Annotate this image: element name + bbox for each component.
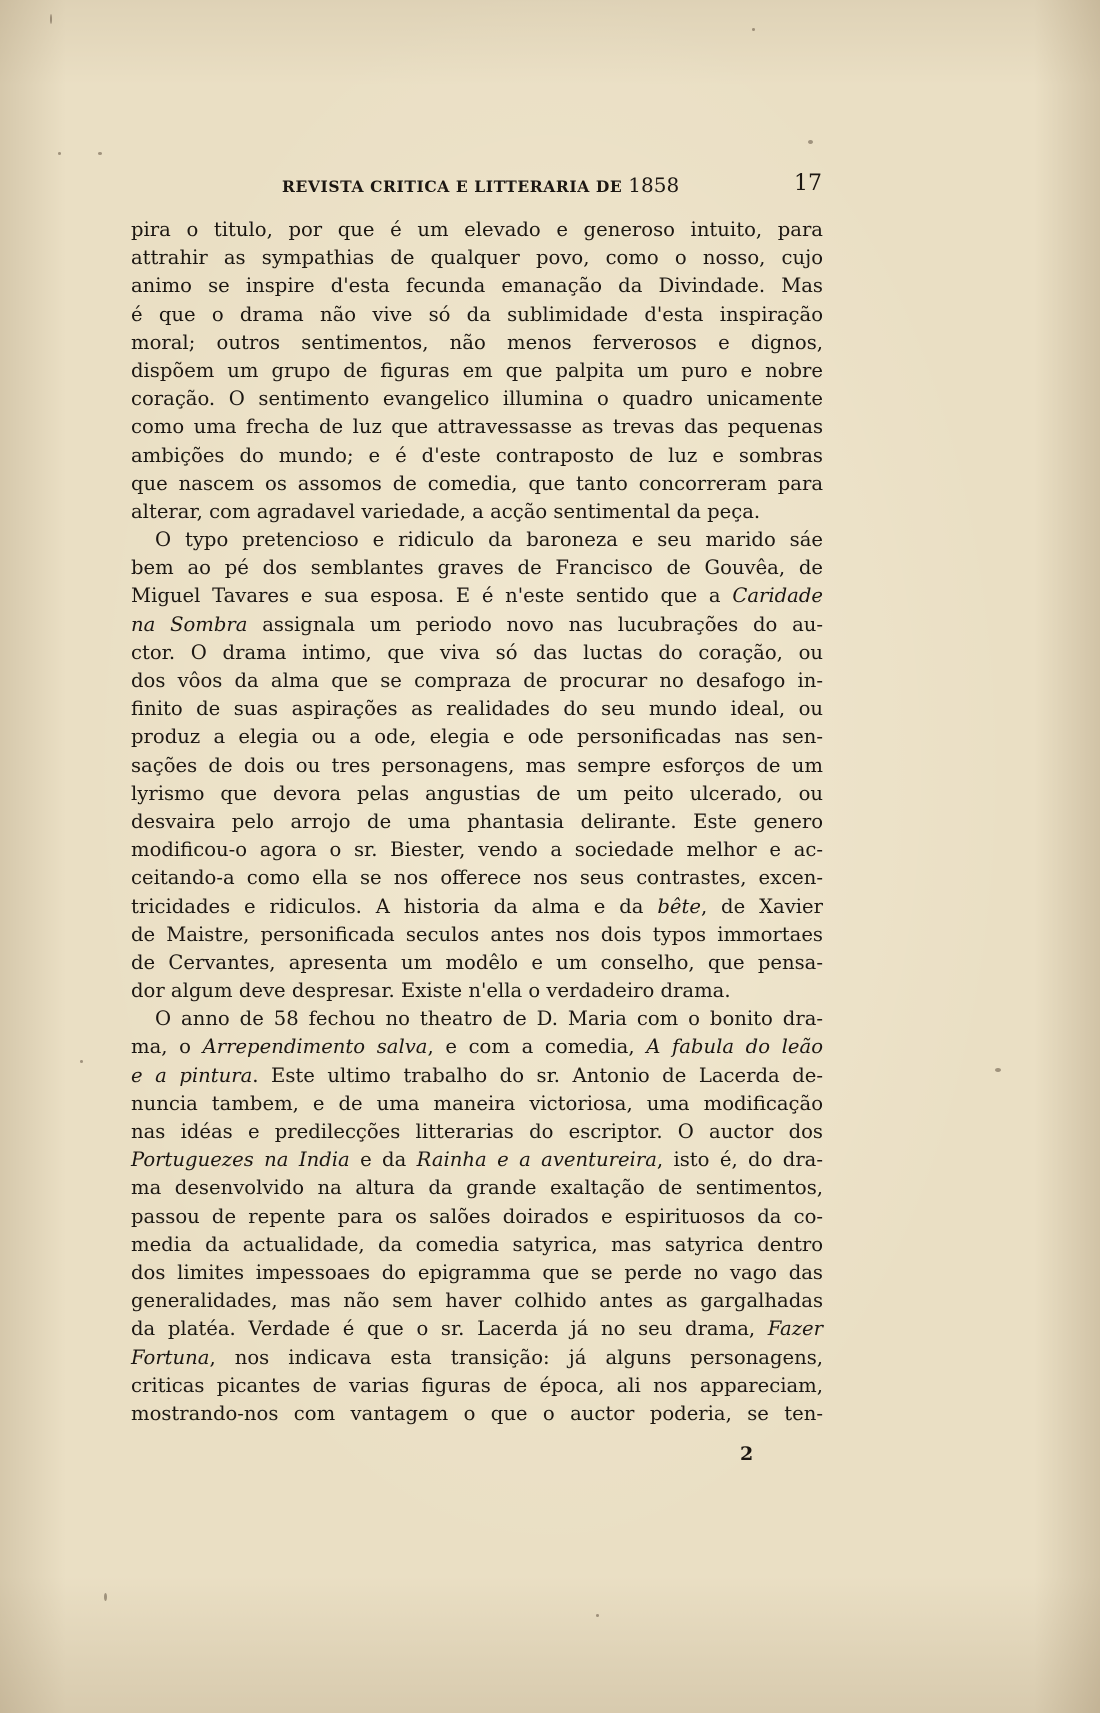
text-line xyxy=(131,1203,823,1231)
line-text: ambições do mundo; e é d'este contraposto de luz e sombras xyxy=(131,443,823,467)
line-text: ma desenvolvido na altura da grande exaltação de sentimentos, xyxy=(131,1176,823,1200)
running-header xyxy=(282,173,822,203)
text-line xyxy=(131,1174,823,1202)
text-line xyxy=(131,244,823,272)
text-line xyxy=(131,1259,823,1287)
line-text: moral; outros sentimentos, não menos ferverosos e dignos, xyxy=(131,330,823,354)
text-line xyxy=(131,498,823,526)
text-line xyxy=(131,723,823,751)
body-text xyxy=(131,216,823,1428)
text-line xyxy=(131,329,823,357)
line-text: O anno de 58 fechou no theatro de D. Maria com o bonito dra- xyxy=(155,1007,823,1031)
text-line xyxy=(131,1146,823,1174)
line-text: produz a elegia ou a ode, elegia e ode personificadas nas sen- xyxy=(131,725,823,749)
line-text: é que o drama não vive só da sublimidade d'esta inspiração xyxy=(131,302,823,326)
text-line xyxy=(131,695,823,723)
text-line xyxy=(131,780,823,808)
italic-phrase: Rainha e a aventureira xyxy=(416,1148,657,1172)
text-line xyxy=(131,1231,823,1259)
line-text: que nascem os assomos de comedia, que tanto concorreram para xyxy=(131,471,823,495)
line-text: ma, o xyxy=(131,1035,203,1059)
text-line xyxy=(131,272,823,300)
text-line xyxy=(131,949,823,977)
line-text: , isto é, do dra- xyxy=(656,1148,823,1172)
text-line xyxy=(131,1287,823,1315)
text-line xyxy=(131,1118,823,1146)
italic-phrase: na Sombra xyxy=(131,612,248,636)
line-text: tricidades e ridiculos. A historia da alma e da xyxy=(131,894,658,918)
line-text: ctor. O drama intimo, que viva só das luctas do coração, ou xyxy=(131,640,823,664)
text-line xyxy=(131,301,823,329)
running-title-year: 1858 xyxy=(628,173,680,197)
line-text: . Este ultimo trabalho do sr. Antonio de Lacerda de- xyxy=(252,1063,823,1087)
italic-phrase: Fortuna xyxy=(131,1345,210,1369)
line-text: assignala um periodo novo nas lucubrações do au- xyxy=(247,612,823,636)
line-text: , de Xavier xyxy=(700,894,823,918)
text-line xyxy=(131,1062,823,1090)
signature-mark: 2 xyxy=(740,1443,754,1465)
italic-phrase: Portuguezes na India xyxy=(131,1148,350,1172)
text-line xyxy=(131,921,823,949)
line-text: alterar, com agradavel variedade, a acção sentimental da peça. xyxy=(131,499,761,523)
text-line xyxy=(131,442,823,470)
line-text: animo se inspire d'esta fecunda emanação da Divindade. Mas xyxy=(131,274,823,298)
text-line xyxy=(131,977,823,1005)
italic-phrase: Arrependimento salva xyxy=(202,1035,428,1059)
line-text: e da xyxy=(349,1148,417,1172)
text-line xyxy=(131,357,823,385)
text-line xyxy=(131,639,823,667)
text-line xyxy=(131,1033,823,1061)
text-line xyxy=(131,752,823,780)
text-line xyxy=(131,385,823,413)
text-line xyxy=(131,893,823,921)
line-text: nas idéas e predilecções litterarias do escriptor. O auctor dos xyxy=(131,1120,823,1143)
line-text: generalidades, mas não sem haver colhido antes as gargalhadas xyxy=(131,1289,823,1313)
line-text: , e com a comedia, xyxy=(427,1035,647,1059)
line-text: passou de repente para os salões doirados e espirituosos da co- xyxy=(131,1204,823,1228)
line-text: sações de dois ou tres personagens, mas sempre esforços de um xyxy=(131,753,823,777)
line-text: bem ao pé dos semblantes graves de Francisco de Gouvêa, de xyxy=(131,556,823,580)
text-line xyxy=(131,667,823,695)
line-text: de Maistre, personificada seculos antes nos dois typos immortaes xyxy=(131,922,823,946)
italic-phrase: bête xyxy=(657,894,701,918)
text-line xyxy=(131,1400,823,1428)
text-line xyxy=(131,1372,823,1400)
line-text: de Cervantes, apresenta um modêlo e um conselho, que pensa- xyxy=(131,950,823,974)
text-line xyxy=(131,216,823,244)
line-text: dor algum deve despresar. Existe n'ella o verdadeiro drama. xyxy=(131,979,731,1003)
text-line xyxy=(131,526,823,554)
text-line xyxy=(131,836,823,864)
line-text: nuncia tambem, e de uma maneira victoriosa, uma modificação xyxy=(131,1091,823,1115)
italic-phrase: e a pintura xyxy=(131,1063,253,1087)
line-text: media da actualidade, da comedia satyrica, mas satyrica dentro xyxy=(131,1232,823,1256)
text-line xyxy=(131,808,823,836)
page-number: 17 xyxy=(794,171,822,196)
italic-phrase: Fazer xyxy=(767,1317,823,1341)
line-text: ceitando-a como ella se nos offerece nos seus contrastes, excen- xyxy=(131,866,823,890)
italic-phrase: A fabula do leão xyxy=(646,1035,823,1059)
line-text: modificou-o agora o sr. Biester, vendo a sociedade melhor e ac- xyxy=(131,838,823,862)
line-text: O typo pretencioso e ridiculo da baroneza e seu marido sáe xyxy=(155,528,823,552)
line-text: pira o titulo, por que é um elevado e generoso intuito, para xyxy=(131,218,823,241)
line-text: dos limites impessoaes do epigramma que se perde no vago das xyxy=(131,1260,823,1284)
line-text: attrahir as sympathias de qualquer povo, como o nosso, cujo xyxy=(131,246,823,270)
line-text: , nos indicava esta transição: já alguns personagens, xyxy=(209,1345,823,1369)
text-line xyxy=(131,470,823,498)
text-line xyxy=(131,611,823,639)
text-line xyxy=(131,1005,823,1033)
text-line xyxy=(131,582,823,610)
line-text: dos vôos da alma que se compraza de procurar no desafogo in- xyxy=(131,669,823,692)
line-text: criticas picantes de varias figuras de época, ali nos appareciam, xyxy=(131,1373,823,1397)
text-line xyxy=(131,864,823,892)
text-line xyxy=(131,1344,823,1372)
text-line xyxy=(131,413,823,441)
line-text: Miguel Tavares e sua esposa. E é n'este sentido que a xyxy=(131,584,733,608)
line-text: finito de suas aspirações as realidades do seu mundo ideal, ou xyxy=(131,697,823,721)
line-text: dispõem um grupo de figuras em que palpita um puro e nobre xyxy=(131,358,823,382)
line-text: mostrando-nos com vantagem o que o auctor poderia, se ten- xyxy=(131,1401,823,1425)
line-text: coração. O sentimento evangelico illumina o quadro unicamente xyxy=(131,387,823,411)
line-text: como uma frecha de luz que attravessasse as trevas das pequenas xyxy=(131,415,823,439)
text-line xyxy=(131,554,823,582)
italic-phrase: Caridade xyxy=(732,584,823,608)
text-line xyxy=(131,1315,823,1343)
text-line xyxy=(131,1090,823,1118)
line-text: lyrismo que devora pelas angustias de um peito ulcerado, ou xyxy=(131,781,823,805)
line-text: da platéa. Verdade é que o sr. Lacerda já no seu drama, xyxy=(131,1317,768,1341)
line-text: desvaira pelo arrojo de uma phantasia delirante. Este genero xyxy=(131,809,823,833)
running-title: REVISTA CRITICA E LITTERARIA DE 1858 xyxy=(282,173,680,197)
